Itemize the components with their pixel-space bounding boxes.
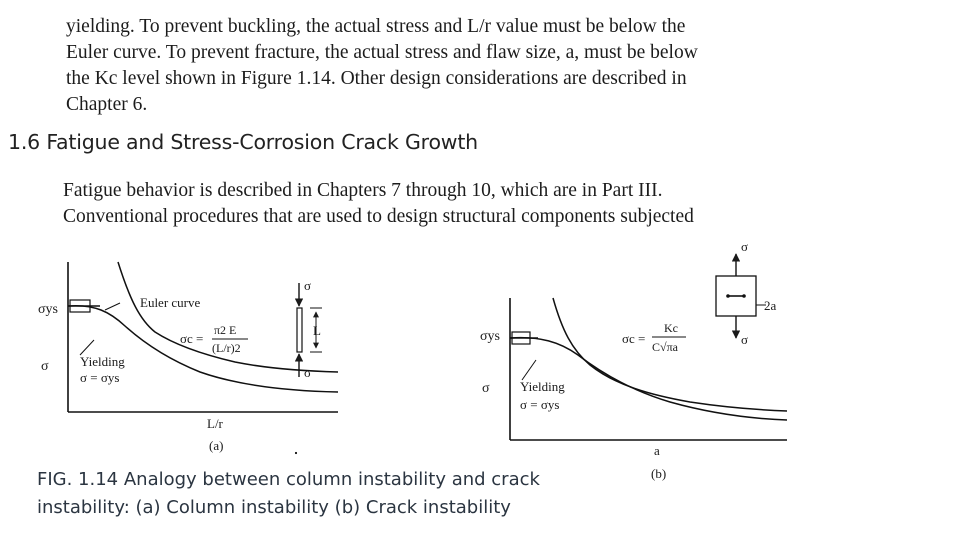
- text-line: Conventional procedures that are used to design structural components subjected: [63, 206, 694, 227]
- section-heading: 1.6 Fatigue and Stress-Corrosion Crack Growth: [8, 130, 478, 154]
- panel-a: [38, 262, 338, 454]
- euler-curve-label: Euler curve: [140, 295, 201, 310]
- yield-leader: [80, 340, 94, 355]
- length-label: L: [313, 323, 321, 338]
- caption-line: instability: (a) Column instability (b) Crack instability: [37, 497, 511, 518]
- text-line: yielding. To prevent buckling, the actual stress and L/r value must be below the: [66, 16, 686, 37]
- yield-equation: σ = σys: [80, 370, 120, 385]
- formula-lhs: σc =: [180, 331, 204, 346]
- crack-tip-right: [742, 294, 746, 298]
- text-line: Euler curve. To prevent fracture, the actual stress and flaw size, a, must be below: [66, 42, 698, 63]
- euler-leader: [105, 303, 120, 310]
- formula-lhs: σc =: [622, 331, 646, 346]
- sigma-ys-label: σys: [38, 302, 58, 317]
- sigma-label: σ: [41, 359, 49, 374]
- formula-numerator: Kc: [664, 321, 678, 335]
- formula-denominator: (L/r)2: [212, 341, 241, 355]
- panel-label: (a): [209, 438, 224, 453]
- stress-top-label: σ: [304, 278, 312, 293]
- x-axis-label: a: [654, 443, 660, 458]
- yield-equation: σ = σys: [520, 397, 560, 412]
- formula-numerator: π2 E: [214, 323, 237, 337]
- formula-denominator: C√πa: [652, 340, 678, 354]
- text-line: Chapter 6.: [66, 94, 148, 115]
- stress-bottom-label: σ: [304, 365, 312, 380]
- panel-label: (b): [651, 466, 667, 481]
- kc-curve: [553, 298, 787, 411]
- sigma-label: σ: [482, 381, 490, 396]
- text-line: Fatigue behavior is described in Chapters 7 through 10, which are in Part III.: [63, 180, 663, 201]
- crack-length-label: 2a: [764, 298, 777, 313]
- yielding-label: Yielding: [80, 354, 125, 369]
- yielding-label: Yielding: [520, 379, 565, 394]
- yield-leader: [522, 360, 536, 380]
- stress-bottom-label: σ: [741, 332, 749, 347]
- figure-caption: [37, 466, 617, 522]
- text-line: the Kc level shown in Figure 1.14. Other design considerations are described in: [66, 68, 687, 89]
- crack-tip-left: [726, 294, 730, 298]
- scan-dot: [295, 452, 297, 454]
- x-axis-label: L/r: [207, 416, 223, 431]
- column: [297, 308, 302, 352]
- sigma-ys-label: σys: [480, 329, 500, 344]
- stress-top-label: σ: [741, 239, 749, 254]
- caption-line: FIG. 1.14 Analogy between column instability and crack: [37, 469, 540, 490]
- panel-b: [480, 239, 787, 481]
